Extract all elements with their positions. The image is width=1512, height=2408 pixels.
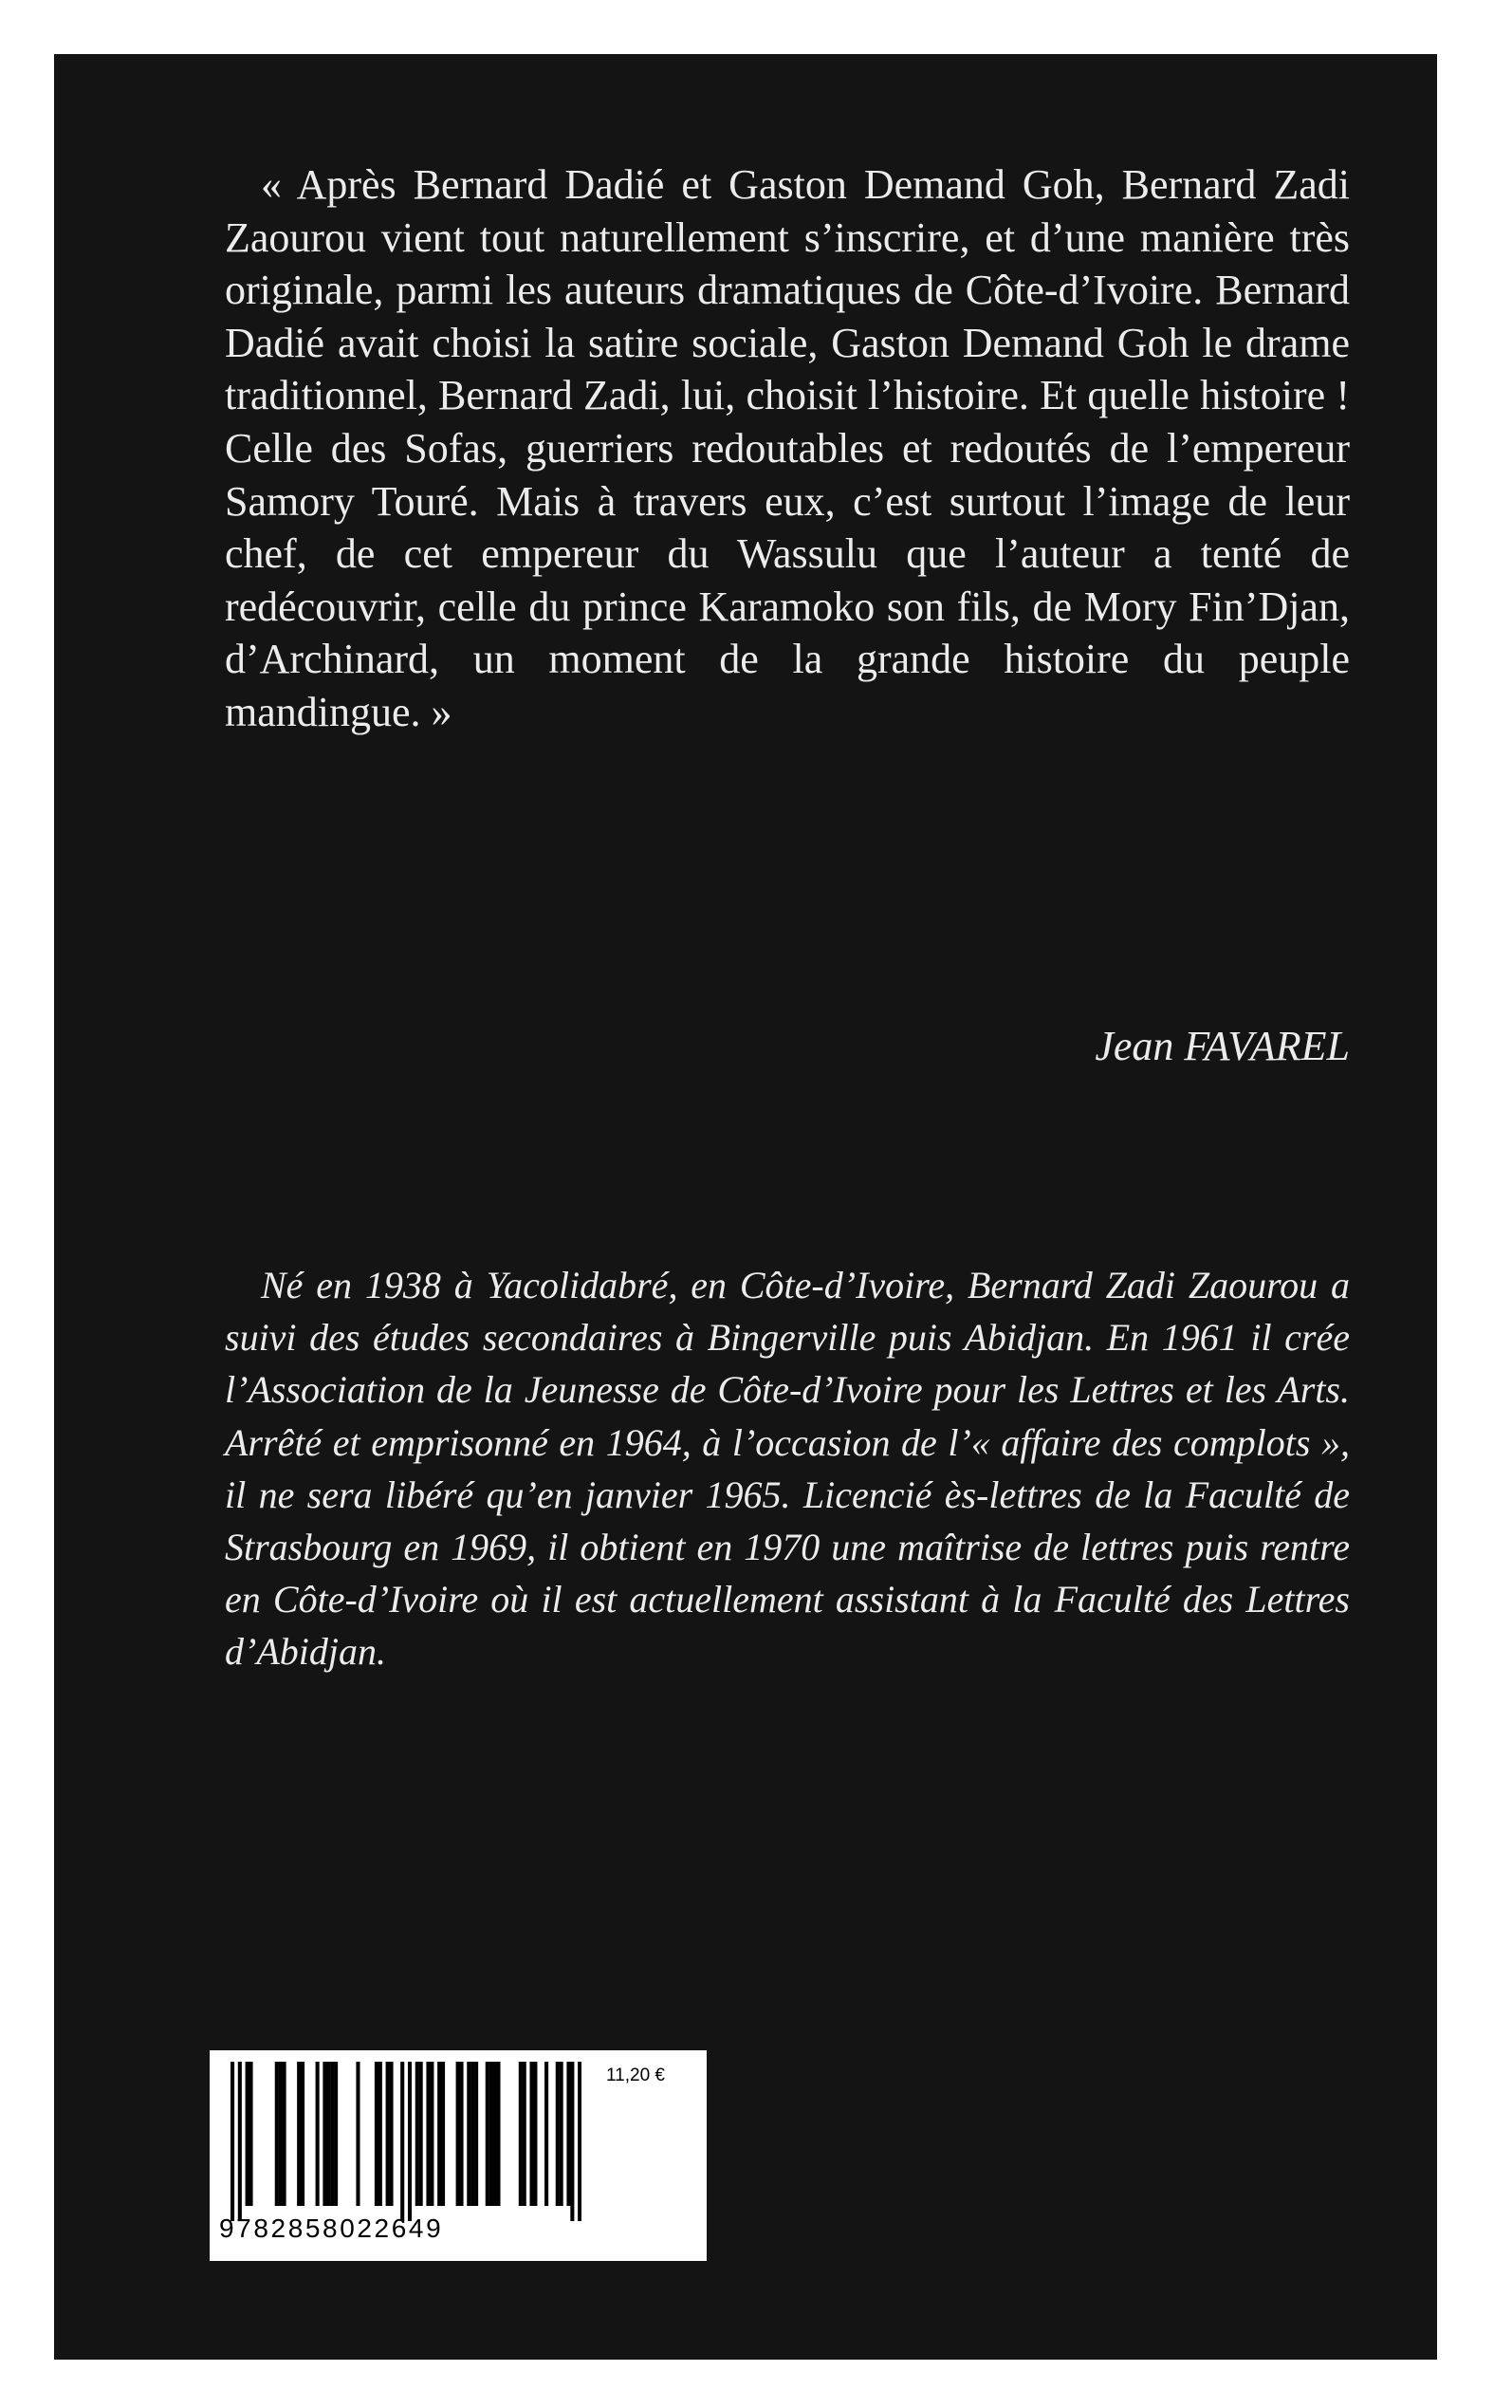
barcode-bar <box>437 2062 441 2206</box>
barcode-bar <box>275 2062 279 2206</box>
barcode-bar <box>419 2062 423 2206</box>
barcode-bar <box>356 2062 360 2206</box>
barcode-icon <box>230 2062 581 2221</box>
barcode-bar <box>246 2062 249 2206</box>
barcode-bar <box>330 2062 334 2206</box>
barcode-bar <box>566 2062 570 2206</box>
barcode-bar <box>441 2062 445 2206</box>
barcode-bar <box>556 2062 560 2206</box>
barcode-bar <box>496 2062 500 2206</box>
barcode-bar <box>415 2062 419 2206</box>
barcode-bar <box>474 2062 478 2206</box>
barcode-bar <box>375 2062 378 2206</box>
barcode-bar <box>533 2062 537 2206</box>
isbn-digits: 9782858022649 <box>219 2214 444 2243</box>
barcode-bar <box>297 2062 301 2206</box>
barcode-bar <box>523 2062 526 2206</box>
barcode-bar <box>378 2062 382 2206</box>
barcode-bar <box>459 2062 463 2206</box>
barcode-bar <box>323 2062 326 2206</box>
quote-author: Jean FAVAREL <box>1095 1023 1350 1069</box>
barcode-bar <box>470 2062 474 2206</box>
back-cover <box>54 54 1437 2360</box>
barcode-bar <box>400 2062 404 2221</box>
barcode-bar <box>529 2062 533 2206</box>
barcode-bar <box>544 2062 548 2206</box>
barcode-bar <box>334 2062 338 2206</box>
barcode-bar <box>386 2062 390 2206</box>
quote-text: « Après Bernard Dadié et Gaston Demand Goh, Bernard Zadi Zaourou vient tout naturellement s’inscrire, et d’une manière très originale, parmi les auteurs dramatiques de Côte-d’Ivoire. Bernard Dadié avait choisi la satire sociale, Gaston Demand Goh le drame traditionnel, Bernard Zadi, lui, choisit l’histoire. Et quelle histoire ! Celle des Sofas, guerriers redoutables et redoutés de l’empereur Samory Touré. Mais à travers eux, c’est surtout l’image de leur chef, de cet empereur du Wassulu que l’auteur a tenté de redécouvrir, celle du prince Karamoko son fils, de Mory Fin’Djan, d’Archinard, un moment de la grande histoire du peuple mandingue. » <box>225 161 1350 735</box>
barcode-bar <box>326 2062 330 2206</box>
barcode-bar <box>426 2062 430 2206</box>
barcode-bar <box>279 2062 283 2206</box>
barcode-bar <box>430 2062 433 2206</box>
barcode-bar <box>560 2062 563 2206</box>
barcode-bar <box>578 2062 581 2221</box>
barcode-bar <box>301 2062 304 2206</box>
barcode-bar <box>489 2062 493 2206</box>
quote-block <box>225 158 1350 739</box>
barcode-bar <box>249 2062 252 2206</box>
barcode-bar <box>493 2062 497 2206</box>
barcode-bar <box>456 2062 460 2206</box>
barcode-bar <box>283 2062 286 2206</box>
barcode-panel <box>210 2050 707 2261</box>
barcode-bar <box>389 2062 393 2206</box>
barcode-bar <box>230 2062 234 2221</box>
barcode-bar <box>486 2062 489 2206</box>
author-bio-text: Né en 1938 à Yacolidabré, en Côte-d’Ivoire, Bernard Zadi Zaourou a suivi des études secondaires à Bingerville puis Abidjan. En 1961 il crée l’Association de la Jeunesse de Côte-d’Ivoire pour les Lettres et les Arts. Arrêté et emprisonné en 1964, à l’occasion de l’« affaire des complots », il ne sera libéré qu’en janvier 1965. Licencié ès-lettres de la Faculté de Strasbourg en 1969, il obtient en 1970 une maîtrise de lettres puis rentre en Côte-d’Ivoire où il est actuellement assistant à la Faculté des Lettres d’Abidjan. <box>225 1264 1350 1674</box>
price-label: 11,20 € <box>606 2065 665 2085</box>
barcode-bar <box>570 2062 574 2221</box>
author-bio-block <box>225 1259 1350 1678</box>
barcode-bar <box>467 2062 470 2206</box>
barcode-bar <box>238 2062 242 2221</box>
barcode-bar <box>316 2062 320 2206</box>
barcode-bar <box>408 2062 412 2221</box>
barcode-bar <box>519 2062 523 2206</box>
